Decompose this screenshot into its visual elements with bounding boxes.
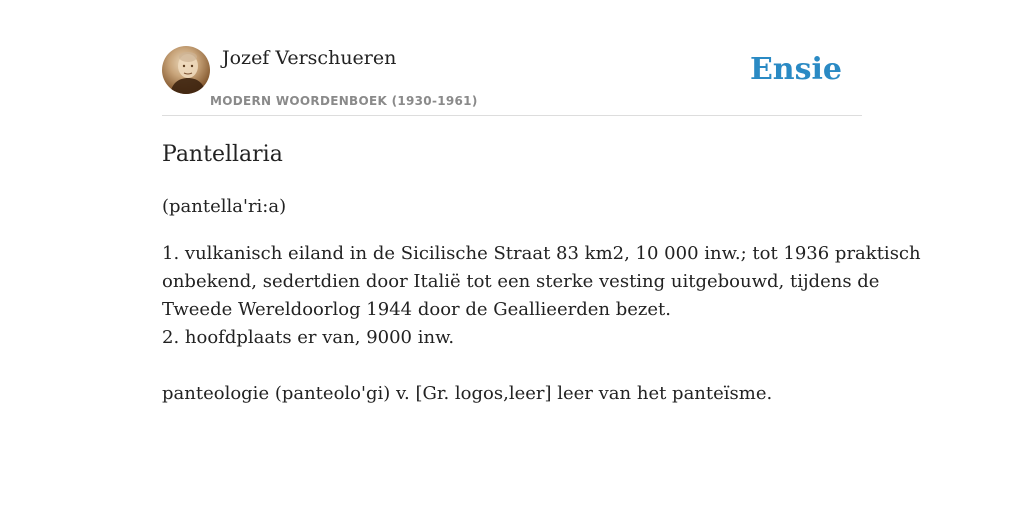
entry-title: Pantellaria [162, 142, 283, 167]
header [162, 46, 862, 116]
definition-line: 2. hoofdplaats er van, 9000 inw. [162, 327, 455, 348]
definition-line: 1. vulkanisch eiland in de Sicilische Straat 83 km2, 10 000 inw.; tot 1936 praktisch [162, 243, 921, 264]
portrait-icon [162, 46, 210, 94]
brand-logo[interactable]: Ensie [749, 52, 842, 87]
definition-line: Tweede Wereldoorlog 1944 door de Geallieerden bezet. [162, 299, 671, 320]
source-name[interactable]: MODERN WOORDENBOEK (1930-1961) [210, 94, 478, 108]
entry-body [162, 240, 921, 408]
definition-line: onbekend, sedertdien door Italië tot een sterke vesting uitgebouwd, tijdens de [162, 271, 880, 292]
entry-pronunciation: (pantella'ri:a) [162, 196, 287, 217]
author-name[interactable]: Jozef Verschueren [222, 47, 397, 69]
author-avatar[interactable] [162, 46, 210, 94]
next-entry-text: panteologie (panteolo'gi) v. [Gr. logos,leer] leer van het panteïsme. [162, 383, 773, 404]
paragraph-gap [162, 352, 882, 380]
